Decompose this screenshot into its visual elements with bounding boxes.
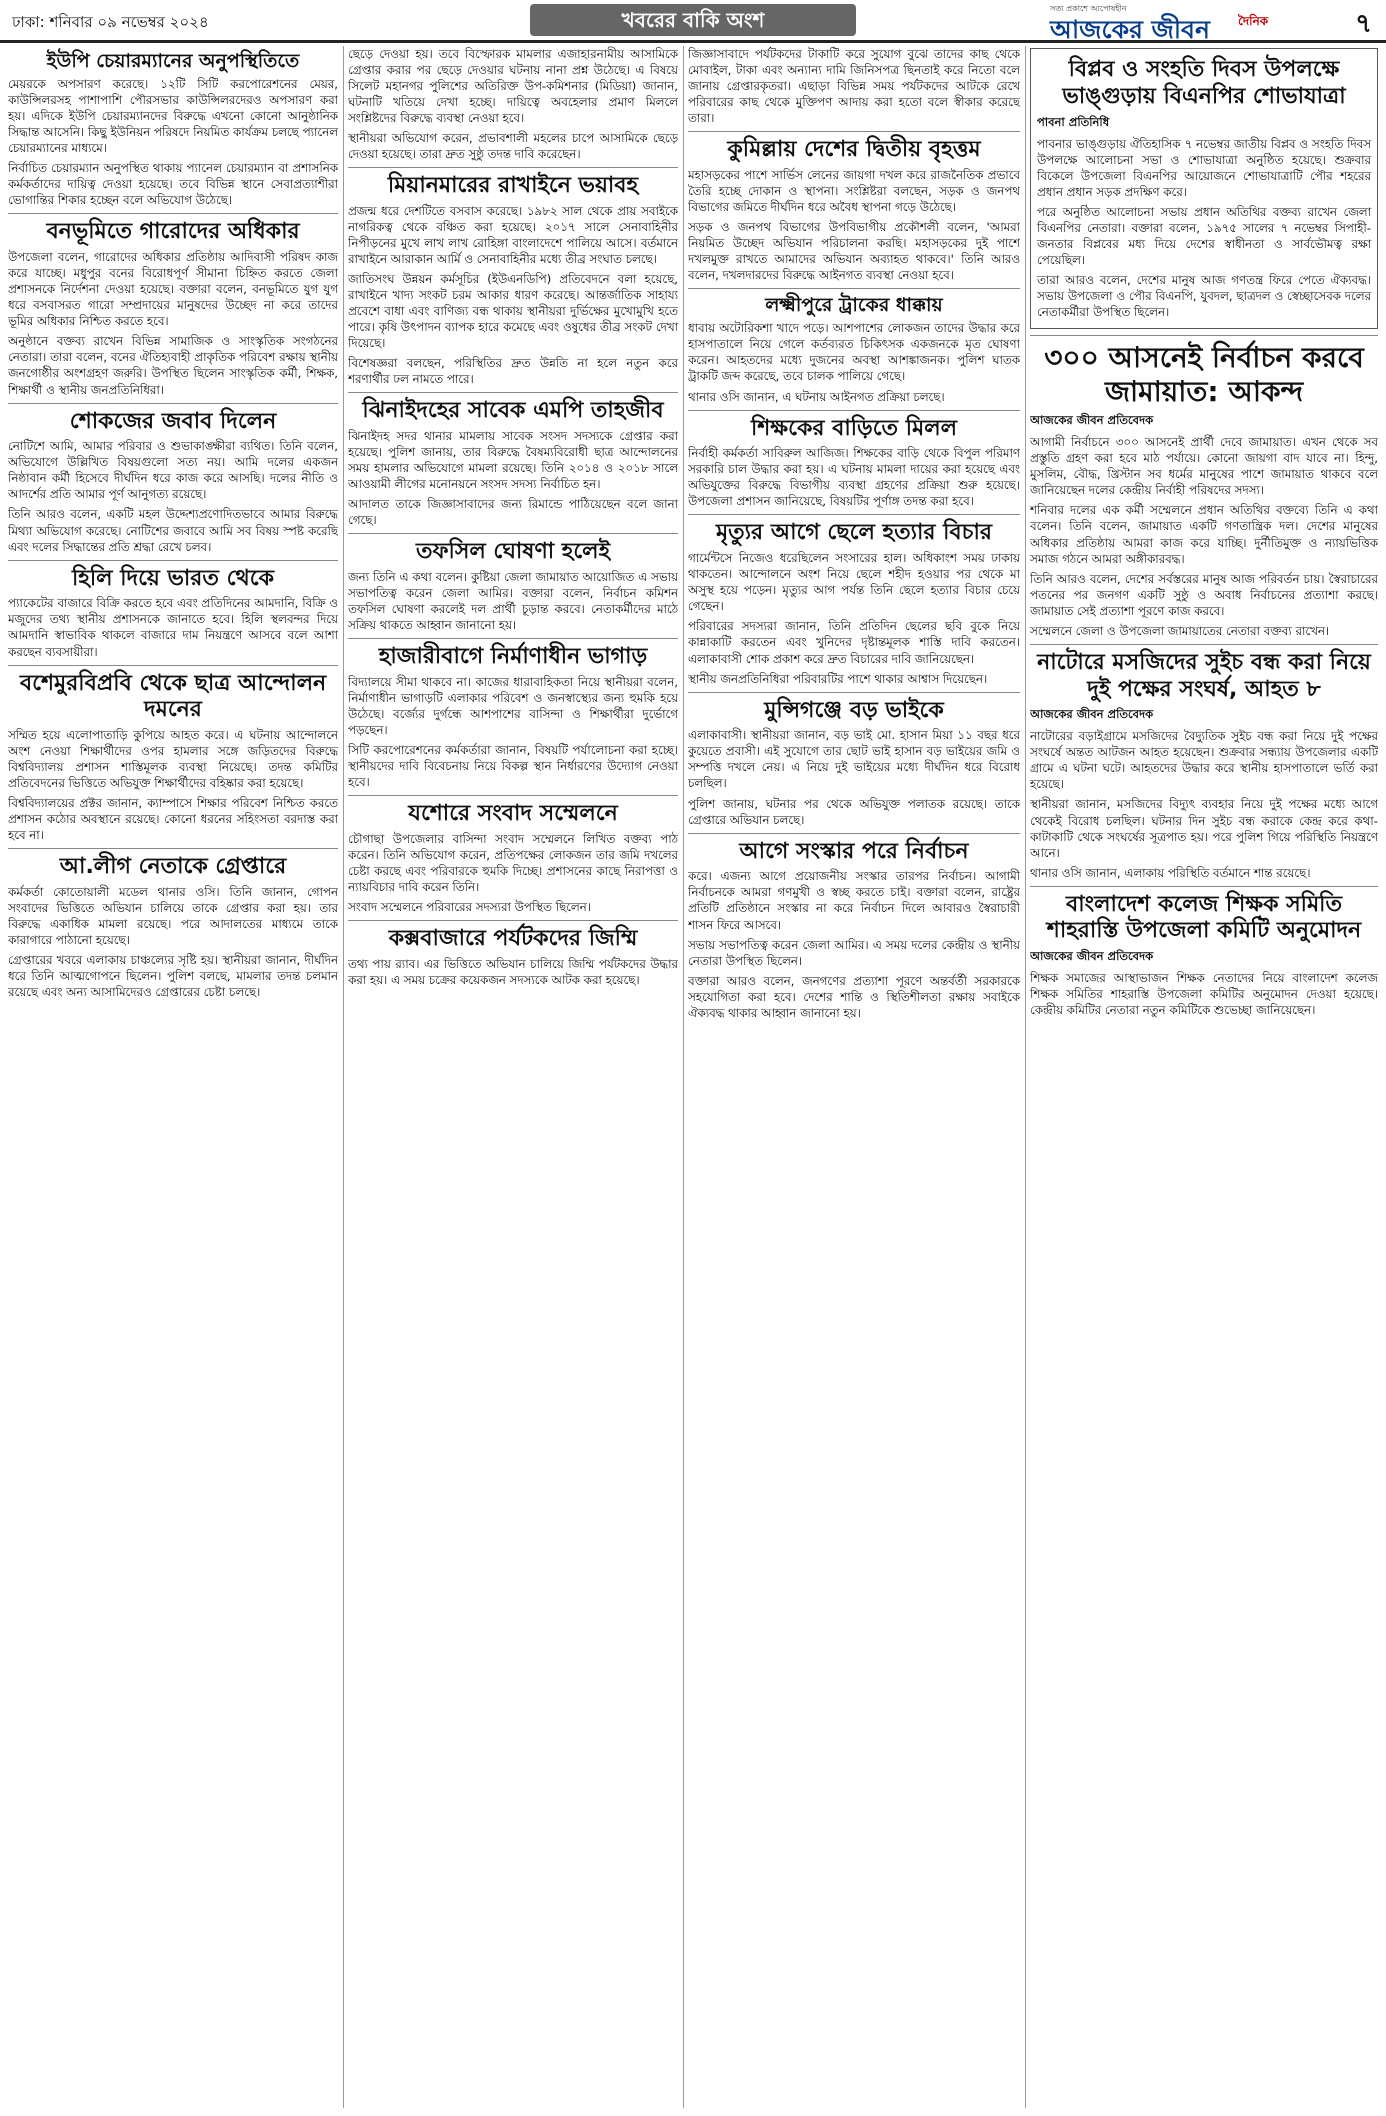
article-headline: মুন্সিগঞ্জে বড় ভাইকে (764, 697, 944, 723)
column-divider (1025, 46, 1026, 2108)
article-separator (8, 848, 338, 849)
news-article (1030, 892, 1378, 1019)
news-article (688, 46, 1020, 126)
news-article (688, 839, 1020, 1021)
article-headline: মিয়ানমারের রাখাইনে ভয়াবহ (387, 173, 639, 199)
news-article (348, 539, 678, 633)
article-separator (348, 638, 678, 639)
article-headline: আগে সংস্কার পরে নির্বাচন (739, 838, 969, 864)
article-headline: হাজারীবাগে নির্মাণাধীন ভাগাড় (378, 644, 648, 670)
news-article (688, 416, 1020, 510)
article-paragraph: চৌগাছা উপজেলার বাসিন্দা সংবাদ সম্মেলনে লিখিত বক্তব্য পাঠ করেন। তিনি অভিযোগ করেন, প্রতিপক্ষের লোকজন তার জমি দখলের চেষ্টা করছে এবং পরিবারকে হুমকি দিচ্ছে। প্রশাসনের কাছে নিরাপত্তা ও ন্যায়বিচার দাবি করেন তিনি। (348, 832, 678, 895)
article-byline: আজকের জীবন প্রতিবেদক (1030, 949, 1154, 964)
article-paragraph: আগামী নির্বাচনে ৩০০ আসনেই প্রার্থী দেবে জামায়াত। এখন থেকে সব প্রস্তুতি গ্রহণ করা হবে মাঠ পর্যায়ে। কোনো জায়গা বাদ যাবে না। হিন্দু, মুসলিম, বৌদ্ধ, খ্রিস্টান সব ধর্মের মানুষের পাশে জামায়াত থাকবে বলে জানিয়েছেন দলের কেন্দ্রীয় নির্বাহী পরিষদের সদস্য। (1030, 435, 1378, 498)
article-headline: ৩০০ আসনেই নির্বাচন করবে জামায়াত: আকন্দ (1044, 341, 1364, 409)
news-article (348, 398, 678, 528)
article-separator (688, 833, 1020, 834)
article-paragraph: পরে অনুষ্ঠিত আলোচনা সভায় প্রধান অতিথির বক্তব্য রাখেন জেলা বিএনপির নেতারা। বক্তারা বলেন, ১৯৭৫ সালের ৭ নভেম্বর সিপাহী-জনতার বিপ্লবের মধ্য দিয়ে দেশের স্বাধীনতা ও সার্বভৌমত্ব রক্ষা পেয়েছিল। (1037, 204, 1371, 267)
news-article (1030, 650, 1378, 881)
article-paragraph: তথ্য পায় র‍্যাব। এর ভিত্তিতে অভিযান চালিয়ে জিম্মি পর্যটকদের উদ্ধার করা হয়। এ সময় চক্রের কয়েকজন সদস্যকে আটক করা হয়েছে। (348, 957, 678, 988)
article-headline: কক্সবাজারে পর্যটকদের জিম্মি (388, 926, 638, 952)
article-paragraph: বিশেষজ্ঞরা বলছেন, পরিস্থিতির দ্রুত উন্নতি না হলে নতুন করে শরণার্থীর ঢল নামতে পারে। (348, 356, 678, 387)
column-divider (683, 46, 684, 2108)
article-paragraph: নির্বাচিত চেয়ারম্যান অনুপস্থিত থাকায় প্যানেল চেয়ারম্যান বা প্রশাসনিক কর্মকর্তাদের দায়িত্ব দেওয়া হয়েছে। তবে বিভিন্ন স্থানে সেবাপ্রত্যাশীরা ভোগান্তির শিকার হচ্ছেন বলে অভিযোগ উঠেছে। (8, 161, 338, 208)
article-separator (8, 665, 338, 666)
article-byline: আজকের জীবন প্রতিবেদক (1030, 707, 1154, 722)
news-column-3 (688, 46, 1020, 2108)
article-headline: বিপ্লব ও সংহতি দিবস উপলক্ষে ভাঙ্গুড়ায় বিএনপির শোভাযাত্রা (1062, 57, 1346, 109)
news-article (8, 409, 338, 555)
article-separator (1030, 886, 1378, 887)
article-separator (688, 514, 1020, 515)
article-separator (348, 392, 678, 393)
article-separator (1030, 335, 1378, 336)
article-paragraph: প্রজন্ম ধরে দেশটিতে বসবাস করেছে। ১৯৮২ সাল থেকে প্রায় সবাইকে নাগরিকত্ব থেকে বঞ্চিত করা হয়েছে। ২০১৭ সালে সেনাবাহিনীর নিপীড়নের মুখে লাখ লাখ রোহিঙ্গা বাংলাদেশে পালিয়ে আসে। বর্তমানে রাখাইনে আরাকান আর্মি ও সেনাবাহিনীর মধ্যে তীব্র সংঘাত চলছে। (348, 204, 678, 267)
article-paragraph: অনুষ্ঠানে বক্তব্য রাখেন বিভিন্ন সামাজিক ও সাংস্কৃতিক সংগঠনের নেতারা। তারা বলেন, বনের ঐতিহ্যবাহী প্রাকৃতিক পরিবেশ রক্ষায় স্থানীয় জনগোষ্ঠীর অংশগ্রহণ জরুরি। উপস্থিত ছিলেন সাংস্কৃতিক কর্মী, শিক্ষক, শিক্ষার্থী ও স্থানীয় জনপ্রতিনিধিরা। (8, 334, 338, 397)
article-paragraph: উপজেলা বলেন, গারোদের অধিকার প্রতিষ্ঠায় আদিবাসী পরিষদ কাজ করে যাচ্ছে। মধুপুর বনের বিরোধপূর্ণ সীমানা চিহ্নিত করতে জেলা প্রশাসনকে নির্দেশনা দেওয়া হয়েছে। বক্তারা বলেন, বনভূমিতে যুগ যুগ ধরে বসবাসরত গারো সম্প্রদায়ের মানুষদের উচ্ছেদ না করে তাদের ভূমির অধিকার নিশ্চিত করতে হবে। (8, 250, 338, 329)
article-separator (8, 560, 338, 561)
article-headline: বশেমুরবিপ্রবি থেকে ছাত্র আন্দোলন দমনের (19, 670, 327, 723)
article-paragraph: পরিবারের সদস্যরা জানান, তিনি প্রতিদিন ছেলের ছবি বুকে নিয়ে কান্নাকাটি করতেন এবং খুনিদের দৃষ্টান্তমূলক শাস্তি দাবি করতেন। এলাকাবাসী শোক প্রকাশ করে দ্রুত বিচারের দাবি জানিয়েছেন। (688, 619, 1020, 666)
article-separator (348, 533, 678, 534)
article-separator (348, 920, 678, 921)
article-paragraph: মহাসড়কের পাশে সার্ভিস লেনের জায়গা দখল করে রাজনৈতিক প্রভাবে তৈরি হচ্ছে দোকান ও স্থাপনা। সংশ্লিষ্টরা বলছেন, সড়ক ও জনপথ বিভাগের জমিতে দীর্ঘদিন ধরে অবৈধ স্থাপনা গড়ে উঠেছে। (688, 167, 1020, 215)
article-paragraph: শনিবার দলের এক কর্মী সম্মেলনে প্রধান অতিথির বক্তব্যে তিনি এ কথা বলেন। তিনি বলেন, জামায়াত একটি গণতান্ত্রিক দল। দেশের মানুষের অধিকার প্রতিষ্ঠায় আমরা কাজ করে যাচ্ছি। দুর্নীতিমুক্ত ও ন্যায়ভিত্তিক সমাজ গঠনে আমরা অঙ্গীকারবদ্ধ। (1030, 503, 1378, 566)
article-headline: শিক্ষকের বাড়িতে মিলল (750, 415, 958, 441)
news-article (8, 566, 338, 660)
article-headline: মৃত্যুর আগে ছেলে হত্যার বিচার (715, 520, 993, 546)
article-headline: বনভূমিতে গারোদের অধিকার (46, 219, 300, 245)
article-headline: লক্ষ্মীপুরে ট্রাকের ধাক্কায় (765, 294, 943, 317)
article-paragraph: আদালত তাকে জিজ্ঞাসাবাদের জন্য রিমান্ডে পাঠিয়েছেন বলে জানা গেছে। (348, 497, 678, 528)
article-paragraph: সভায় সভাপতিত্ব করেন জেলা আমির। এ সময় দলের কেন্দ্রীয় ও স্থানীয় নেতারা উপস্থিত ছিলেন। (688, 937, 1020, 968)
news-article (8, 671, 338, 844)
news-article (348, 173, 678, 387)
date-location: ঢাকা: শনিবার ০৯ নভেম্বর ২০২৪ (12, 13, 209, 31)
article-paragraph: সংবাদ সম্মেলনে পরিবারের সদস্যরা উপস্থিত ছিলেন। (348, 900, 591, 915)
article-headline: হিলি দিয়ে ভারত থেকে (72, 565, 274, 591)
article-paragraph: সম্মিত হয়ে এলোপাতাড়ি কুপিয়ে আহত করে। এ ঘটনায় আন্দোলনে অংশ নেওয়া শিক্ষার্থীদের ওপর হামলার সঙ্গে জড়িতদের বিরুদ্ধে বিশ্ববিদ্যালয় প্রশাসন শাস্তিমূলক ব্যবস্থা নিয়েছে। তদন্ত কমিটির প্রতিবেদনের ভিত্তিতে অভিযুক্ত শিক্ষার্থীদের বহিষ্কার করা হয়েছে। (8, 728, 338, 791)
article-paragraph: বিশ্ববিদ্যালয়ের প্রক্টর জানান, ক্যাম্পাসে শিক্ষার পরিবেশ নিশ্চিত করতে প্রশাসন কঠোর অবস্থানে রয়েছে। কোনো ধরনের সহিংসতা বরদাস্ত করা হবে না। (8, 796, 338, 843)
article-separator (688, 692, 1020, 693)
news-article (688, 137, 1020, 283)
news-article (8, 219, 338, 397)
news-article (348, 644, 678, 790)
page-header (0, 0, 1386, 43)
article-paragraph: গার্মেন্টসে নিজেও ধরেছিলেন সংসারের হাল। অধিকাংশ সময় ঢাকায় থাকতেন। আন্দোলনে অংশ নিয়ে ছেলে শহীদ হওয়ার পর থেকে মা অসুস্থ হয়ে পড়েন। মৃত্যুর আগ পর্যন্ত তিনি ছেলে হত্যার বিচার চেয়ে গেছেন। (688, 551, 1020, 614)
article-separator (688, 410, 1020, 411)
logo-name: আজকের জীবন (1050, 15, 1210, 44)
news-article (688, 698, 1020, 828)
article-paragraph: নোটিশে আমি, আমার পরিবার ও শুভাকাঙ্ক্ষীরা ব্যথিত। তিনি বলেন, অভিযোগে উল্লিখিত বিষয়গুলো সত্য নয়। আমি দলের একজন নিষ্ঠাবান কর্মী হিসেবে দীর্ঘদিন ধরে কাজ করে আসছি। দলের নীতি ও আদর্শের প্রতি আমার পূর্ণ আনুগত্য রয়েছে। (8, 439, 338, 502)
article-paragraph: এলাকাবাসী। স্থানীয়রা জানান, বড় ভাই মো. হাসান মিয়া ১১ বছর ধরে কুয়েতে প্রবাসী। এই সুযোগে তার ছোট ভাই হাসান বড় ভাইয়ের জমি ও সম্পত্তি দখলে নেয়। এ নিয়ে দুই ভাইয়ের মধ্যে দীর্ঘদিন ধরে বিরোধ চলছিল। (688, 728, 1020, 791)
news-article (1030, 341, 1378, 639)
article-paragraph: জন্য তিনি এ কথা বলেন। কুষ্টিয়া জেলা জামায়াত আয়োজিত এ সভায় সভাপতিত্ব করেন জেলা আমির। বক্তারা বলেন, নির্বাচন কমিশন তফসিল ঘোষণা করলেই দল প্রার্থী চূড়ান্ত করবে। নেতাকর্মীদের মাঠে সক্রিয় থাকতে আহ্বান জানানো হয়। (348, 570, 678, 633)
article-paragraph: সম্মেলনে জেলা ও উপজেলা জামায়াতের নেতারা বক্তব্য রাখেন। (1030, 623, 1330, 638)
section-title: খবরের বাকি অংশ (530, 4, 856, 36)
article-paragraph: মেয়রকে অপসারণ করেছে। ১২টি সিটি করপোরেশনের মেয়র, কাউন্সিলরসহ পাশাপাশি পৌরসভার কাউন্সিলরদেরও অপসারণ করা হয়। এদিকে ইউপি চেয়ারম্যানদের বিরুদ্ধে এখনো কোনো আনুষ্ঠানিক সিদ্ধান্ত আসেনি। কিছু ইউনিয়ন পরিষদে নিয়মিত কার্যক্রম চলছে প্যানেল চেয়ারম্যানের মাধ্যমে। (8, 77, 338, 156)
article-paragraph: করে। এজন্য আগে প্রয়োজনীয় সংস্কার তারপর নির্বাচন। আগামী নির্বাচনকে আমরা গণমুখী ও স্বচ্ছ করতে চাই। বক্তারা বলেন, রাষ্ট্রের প্রতিটি প্রতিষ্ঠানে সংস্কার না করে নির্বাচন দিলে আবারও স্বৈরাচারী শাসন ফিরে আসবে। (688, 869, 1020, 932)
article-headline: বাংলাদেশ কলেজ শিক্ষক সমিতি শাহরাস্তি উপজেলা কমিটি অনুমোদন (1046, 891, 1362, 944)
article-separator (688, 288, 1020, 289)
article-headline: তফসিল ঘোষণা হলেই (415, 539, 611, 565)
article-paragraph: প্যাকেটের বাজারে বিক্রি করতে হবে এবং প্রতিদিনের আমদানি, বিক্রি ও মজুদের তথ্য স্থানীয় প্রশাসনকে জানাতে হবে। হিলি স্থলবন্দর দিয়ে আমদানি স্বাভাবিক থাকলে বাজারে দাম নিয়ন্ত্রণে আসবে বলে আশা করছেন ব্যবসায়ীরা। (8, 596, 338, 659)
article-separator (348, 167, 678, 168)
article-paragraph: স্থানীয় জনপ্রতিনিধিরা পরিবারটির পাশে থাকার আশ্বাস দিয়েছেন। (688, 671, 988, 686)
article-paragraph: ছেড়ে দেওয়া হয়। তবে বিস্ফোরক মামলার এজাহারনামীয় আসামিকে গ্রেপ্তার করার পর ছেড়ে দেওয়ার ঘটনায় নানা প্রশ্ন উঠেছে। এ বিষয়ে সিলেট মহানগর পুলিশের অতিরিক্ত উপ-কমিশনার (মিডিয়া) জানান, ঘটনাটি খতিয়ে দেখা হচ্ছে। দায়িত্বে অবহেলার প্রমাণ মিললে সংশ্লিষ্টদের বিরুদ্ধে ব্যবস্থা নেওয়া হবে। (348, 47, 678, 126)
article-separator (8, 213, 338, 214)
article-byline: আজকের জীবন প্রতিবেদক (1030, 413, 1154, 428)
article-separator (348, 795, 678, 796)
news-article (348, 801, 678, 915)
article-headline: কুমিল্লায় দেশের দ্বিতীয় বৃহত্তম (727, 137, 981, 163)
news-article (8, 50, 338, 208)
news-article (688, 520, 1020, 686)
article-paragraph: কর্মকর্তা কোতোয়ালী মডেল থানার ওসি। তিনি জানান, গোপন সংবাদের ভিত্তিতে অভিযান চালিয়ে তাকে গ্রেপ্তার করা হয়। তার বিরুদ্ধে একাধিক মামলা রয়েছে। পরে আদালতের মাধ্যমে তাকে কারাগারে পাঠানো হয়েছে। (8, 885, 338, 948)
article-separator (1030, 644, 1378, 645)
news-article (8, 854, 338, 1000)
article-separator (688, 131, 1020, 132)
article-paragraph: সিটি করপোরেশনের কর্মকর্তারা জানান, বিষয়টি পর্যালোচনা করা হচ্ছে। স্থানীয়দের দাবি বিবেচনায় নিয়ে বিকল্প স্থান নির্ধারণের উদ্যোগ নেওয়া হবে। (348, 743, 678, 790)
article-headline: শোকজের জবাব দিলেন (69, 408, 277, 434)
article-paragraph: স্থানীয়রা জানান, মসজিদের বিদ্যুৎ ব্যবহার নিয়ে দুই পক্ষের মধ্যে আগে থেকেই বিরোধ চলছিল। ঘটনার দিন সুইচ বন্ধ করাকে কেন্দ্র করে কথা-কাটাকাটি থেকে সংঘর্ষের সূত্রপাত হয়। পরে পুলিশ গিয়ে পরিস্থিতি নিয়ন্ত্রণে আনে। (1030, 797, 1378, 860)
article-paragraph: থানার ওসি জানান, এলাকায় পরিস্থিতি বর্তমানে শান্ত রয়েছে। (1030, 865, 1311, 880)
article-headline: ঝিনাইদহের সাবেক এমপি তাহজীব (362, 398, 664, 424)
article-paragraph: ধাবায় অটোরিকশা খাদে পড়ে। আশপাশের লোকজন তাদের উদ্ধার করে হাসপাতালে নিয়ে গেলে কর্তব্যরত চিকিৎসক একজনকে মৃত ঘোষণা করেন। আহতদের মধ্যে দুজনের অবস্থা আশঙ্কাজনক। পুলিশ ঘাতক ট্রাকটি জব্দ করেছে, তবে চালক পালিয়ে গেছে। (688, 321, 1020, 384)
article-paragraph: ঝিনাইদহ সদর থানার মামলায় সাবেক সংসদ সদস্যকে গ্রেপ্তার করা হয়েছে। পুলিশ জানায়, তার বিরুদ্ধে বৈষম্যবিরোধী ছাত্র আন্দোলনের সময় হামলার অভিযোগে মামলা রয়েছে। তিনি ২০১৪ ও ২০১৮ সালে আওয়ামী লীগের মনোনয়নে সংসদ সদস্য নির্বাচিত হন। (348, 429, 678, 492)
article-paragraph: জাতিসংঘ উন্নয়ন কর্মসূচির (ইউএনডিপি) প্রতিবেদনে বলা হয়েছে, রাখাইনে খাদ্য সংকট চরম আকার ধারণ করেছে। আন্তর্জাতিক সাহায্য প্রবেশে বাধা এবং বাণিজ্য বন্ধ থাকায় স্থানীয়রা দুর্ভিক্ষের মুখোমুখি হতে পারে। কৃষি উৎপাদন ব্যাপক হারে কমেছে এবং ওষুধের তীব্র সংকট দেখা দিয়েছে। (348, 272, 678, 351)
news-article (688, 294, 1020, 404)
news-article (348, 926, 678, 988)
article-paragraph: পাবনার ভাঙ্গুড়ায় ঐতিহাসিক ৭ নভেম্বর জাতীয় বিপ্লব ও সংহতি দিবস উপলক্ষে আলোচনা সভা ও শোভাযাত্রা অনুষ্ঠিত হয়েছে। শুক্রবার বিকেলে উপজেলা বিএনপির আয়োজনে শোভাযাত্রাটি পৌর শহরের প্রধান প্রধান সড়ক প্রদক্ষিণ করে। (1037, 136, 1371, 199)
newspaper-logo (1050, 3, 1290, 44)
article-paragraph: জিজ্ঞাসাবাদে পর্যটকদের টাকাটি করে সুযোগ বুঝে তাদের কাছ থেকে মোবাইল, টাকা এবং অন্যান্য দামি জিনিসপত্র ছিনতাই করে নিতো বলে জানায় গ্রেপ্তারকৃতরা। এছাড়া বিভিন্ন সময় পর্যটকদের আটকে রেখে পরিবারের কাছ থেকে মুক্তিপণ আদায় করা হতো বলে স্বীকার করেছে তারা। (688, 47, 1020, 126)
article-separator (8, 403, 338, 404)
article-headline: নাটোরে মসজিদের সুইচ বন্ধ করা নিয়ে দুই পক্ষের সংঘর্ষ, আহত ৮ (1037, 649, 1371, 702)
article-headline: আ.লীগ নেতাকে গ্রেপ্তারে (59, 854, 287, 880)
column-divider (343, 46, 344, 2108)
article-paragraph: গ্রেপ্তারের খবরে এলাকায় চাঞ্চল্যের সৃষ্টি হয়। স্থানীয়রা জানান, দীর্ঘদিন ধরে তিনি আত্মগোপনে ছিলেন। পুলিশ বলছে, মামলার তদন্ত চলমান রয়েছে এবং অন্য আসামিদেরও গ্রেপ্তারের চেষ্টা চলছে। (8, 953, 338, 1000)
article-paragraph: নির্বাহী কর্মকর্তা সাবিরুল আজিজ। শিক্ষকের বাড়ি থেকে বিপুল পরিমাণ সরকারি চাল উদ্ধার করা হয়। এ ঘটনায় মামলা দায়ের করা হয়েছে এবং অভিযুক্তের বিরুদ্ধে বিভাগীয় ব্যবস্থা গ্রহণের প্রক্রিয়া শুরু হয়েছে। উপজেলা প্রশাসন জানিয়েছে, বিষয়টির পূর্ণাঙ্গ তদন্ত করা হবে। (688, 446, 1020, 509)
article-byline: পাবনা প্রতিনিধি (1037, 114, 1110, 129)
news-column-2 (348, 46, 678, 2108)
article-paragraph: পুলিশ জানায়, ঘটনার পর থেকে অভিযুক্ত পলাতক রয়েছে। তাকে গ্রেপ্তারে অভিযান চলছে। (688, 796, 1020, 827)
logo-tagline: সত্য প্রকাশে আপোষহীন (1050, 4, 1127, 13)
article-paragraph: বক্তারা আরও বলেন, জনগণের প্রত্যাশা পূরণে অন্তর্বর্তী সরকারকে সহযোগিতা করা হবে। দেশের শান্তি ও স্থিতিশীলতা রক্ষায় সবাইকে ঐক্যবদ্ধ থাকার আহ্বান জানানো হয়। (688, 973, 1020, 1020)
page-number: ৭ (1355, 9, 1372, 39)
article-paragraph: তারা আরও বলেন, দেশের মানুষ আজ গণতন্ত্র ফিরে পেতে ঐক্যবদ্ধ। সভায় উপজেলা ও পৌর বিএনপি, যুবদল, ছাত্রদল ও স্বেচ্ছাসেবক দলের নেতাকর্মীরা উপস্থিত ছিলেন। (1037, 272, 1371, 319)
news-column-1 (8, 46, 338, 2108)
news-article (1030, 48, 1378, 329)
article-headline: যশোরে সংবাদ সম্মেলনে (408, 801, 618, 827)
news-article (348, 46, 678, 162)
article-paragraph: থানার ওসি জানান, এ ঘটনায় আইনগত প্রক্রিয়া চলছে। (688, 389, 945, 404)
logo-daily: দৈনিক (1238, 14, 1269, 28)
article-paragraph: স্থানীয়রা অভিযোগ করেন, প্রভাবশালী মহলের চাপে আসামিকে ছেড়ে দেওয়া হয়েছে। তারা দ্রুত সুষ্ঠু তদন্ত দাবি করেছেন। (348, 131, 678, 162)
article-headline: ইউপি চেয়ারম্যানের অনুপস্থিতিতে (46, 50, 300, 72)
article-paragraph: শিক্ষক সমাজের আস্থাভাজন শিক্ষক নেতাদের নিয়ে বাংলাদেশ কলেজ শিক্ষক সমিতির শাহরাস্তি উপজেলা কমিটির অনুমোদন দেওয়া হয়েছে। কেন্দ্রীয় কমিটির নেতারা নতুন কমিটিকে শুভেচ্ছা জানিয়েছেন। (1030, 971, 1378, 1018)
article-paragraph: বিদ্যালয়ে সীমা থাকবে না। কাজের ধারাবাহিকতা নিয়ে স্থানীয়রা বলেন, নির্মাণাধীন ভাগাড়টি এলাকার পরিবেশ ও জনস্বাস্থ্যের জন্য হুমকি হয়ে উঠেছে। বর্জ্যের দুর্গন্ধে আশপাশের বাসিন্দা ও শিক্ষার্থীরা দুর্ভোগে পড়ছেন। (348, 675, 678, 738)
article-paragraph: তিনি আরও বলেন, একটি মহল উদ্দেশ্যপ্রণোদিতভাবে আমার বিরুদ্ধে মিথ্যা অভিযোগ করেছে। নোটিশের জবাবে আমি সব বিষয় স্পষ্ট করেছি এবং দলের সিদ্ধান্তের প্রতি শ্রদ্ধা রেখে চলব। (8, 507, 338, 554)
article-paragraph: তিনি আরও বলেন, দেশের সর্বস্তরের মানুষ আজ পরিবর্তন চায়। স্বৈরাচারের পতনের পর জনগণ একটি সুষ্ঠু ও অবাধ নির্বাচনের প্রত্যাশা করছে। জামায়াত সেই প্রত্যাশা পূরণে কাজ করবে। (1030, 571, 1378, 618)
article-paragraph: নাটোরের বড়াইগ্রামে মসজিদের বৈদ্যুতিক সুইচ বন্ধ করা নিয়ে দুই পক্ষের সংঘর্ষে অন্তত আটজন আহত হয়েছেন। শুক্রবার সন্ধ্যায় উপজেলার একটি গ্রামে এ ঘটনা ঘটে। আহতদের উদ্ধার করে স্থানীয় হাসপাতালে ভর্তি করা হয়েছে। (1030, 729, 1378, 792)
article-paragraph: সড়ক ও জনপথ বিভাগের উপবিভাগীয় প্রকৌশলী বলেন, 'আমরা নিয়মিত উচ্ছেদ অভিযান পরিচালনা করছি। মহাসড়কের দুই পাশে দখলমুক্ত রাখতে আমাদের অভিযান অব্যাহত থাকবে।' তিনি আরও বলেন, দখলদারদের বিরুদ্ধে আইনগত ব্যবস্থা নেওয়া হবে। (688, 220, 1020, 283)
news-column-4 (1030, 46, 1378, 2108)
